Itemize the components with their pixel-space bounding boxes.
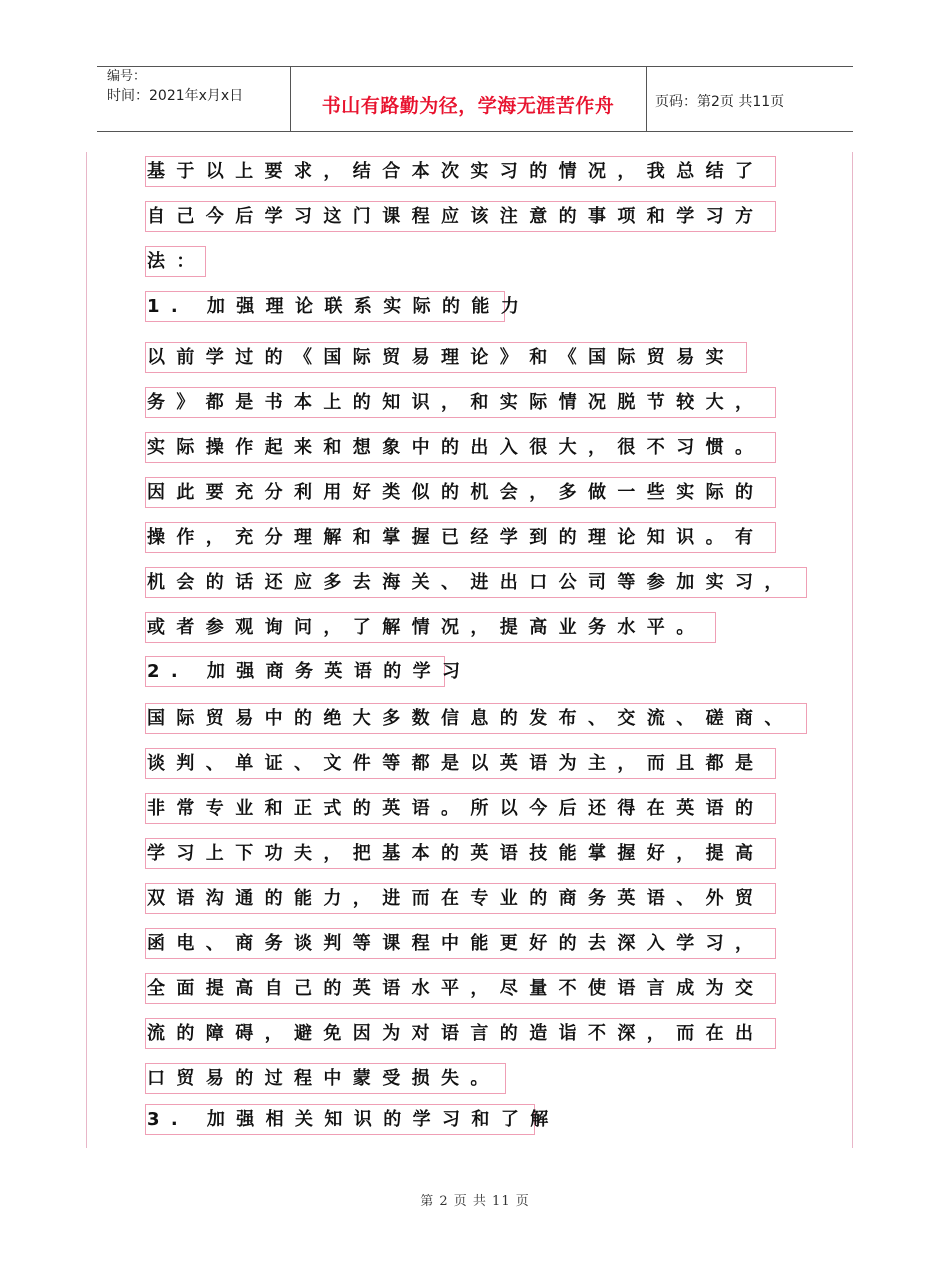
section-heading-2: 2. 加强商务英语的学习 — [145, 656, 445, 687]
text-line: 操作，充分理解和掌握已经学到的理论知识。有 — [145, 522, 776, 553]
section-heading-1: 1. 加强理论联系实际的能力 — [145, 291, 505, 322]
text-line: 口贸易的过程中蒙受损失。 — [145, 1063, 506, 1094]
page-header — [97, 66, 853, 132]
right-margin-line — [852, 152, 853, 1148]
text-line: 全面提高自己的英语水平，尽量不使语言成为交 — [145, 973, 776, 1004]
text-line: 基于以上要求，结合本次实习的情况，我总结了 — [145, 156, 776, 187]
text-line: 国际贸易中的绝大多数信息的发布、交流、磋商、 — [145, 703, 807, 734]
header-info-cell — [97, 67, 291, 131]
text-line: 谈判、单证、文件等都是以英语为主，而且都是 — [145, 748, 776, 779]
header-page-info: 页码：第2页 共11页 — [655, 94, 785, 110]
text-line: 因此要充分利用好类似的机会，多做一些实际的 — [145, 477, 776, 508]
text-line: 以前学过的《国际贸易理论》和《国际贸易实 — [145, 342, 747, 373]
text-line: 双语沟通的能力，进而在专业的商务英语、外贸 — [145, 883, 776, 914]
text-line: 非常专业和正式的英语。所以今后还得在英语的 — [145, 793, 776, 824]
text-line: 学习上下功夫，把基本的英语技能掌握好，提高 — [145, 838, 776, 869]
text-line: 函电、商务谈判等课程中能更好的去深入学习， — [145, 928, 776, 959]
header-page-cell — [647, 67, 853, 131]
text-line: 或者参观询问，了解情况，提高业务水平。 — [145, 612, 716, 643]
text-line: 机会的话还应多去海关、进出口公司等参加实习， — [145, 567, 807, 598]
document-number-label: 编号： — [107, 69, 147, 84]
text-line: 流的障碍，避免因为对语言的造诣不深，而在出 — [145, 1018, 776, 1049]
text-line: 自己今后学习这门课程应该注意的事项和学习方 — [145, 201, 776, 232]
page-footer: 第 2 页 共 11 页 — [420, 1194, 530, 1209]
text-line: 务》都是书本上的知识，和实际情况脱节较大， — [145, 387, 776, 418]
left-margin-line — [86, 152, 87, 1148]
header-motto-cell — [290, 67, 647, 131]
text-line: 法： — [145, 246, 206, 277]
section-heading-3: 3. 加强相关知识的学习和了解 — [145, 1104, 535, 1135]
header-motto: 书山有路勤为径，学海无涯苦作舟 — [321, 95, 615, 117]
document-time-label: 时间：2021年x月x日 — [107, 88, 244, 104]
text-line: 实际操作起来和想象中的出入很大，很不习惯。 — [145, 432, 776, 463]
